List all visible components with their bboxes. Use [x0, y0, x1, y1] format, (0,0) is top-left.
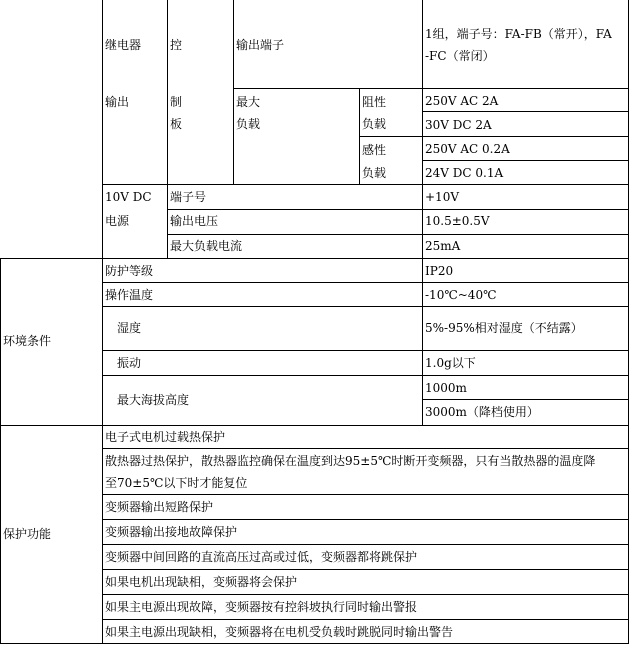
protection-class-label: 防护等级 — [105, 264, 154, 278]
output-terminal-value-line2: -FC（常闭） — [425, 49, 495, 63]
inductive-label-line1: 感性 — [362, 143, 387, 157]
max-load-current-label: 最大负载电流 — [170, 239, 243, 253]
max-load-label-line1: 最大 — [236, 95, 261, 109]
protection-item: 变频器输出接地故障保护 — [105, 525, 238, 539]
vibration-label: 振动 — [117, 356, 142, 370]
row-border — [102, 306, 629, 307]
row-border — [102, 494, 629, 495]
output-voltage-label: 输出电压 — [170, 214, 219, 228]
row-border — [167, 209, 629, 210]
protection-item: 如果电机出现缺相，变频器将会保护 — [105, 575, 298, 589]
terminal-no-value: +10V — [425, 190, 459, 204]
output-terminal-label: 输出端子 — [236, 38, 285, 52]
col-border — [628, 0, 629, 644]
output-terminal-value-line1: 1组，端子号：FA-FB（常开），FA — [425, 27, 612, 41]
relay-label-line1: 继电器 — [105, 38, 142, 52]
inductive-value-1: 250V AC 0.2A — [425, 142, 510, 156]
section-border — [0, 258, 629, 259]
row-border — [102, 350, 629, 351]
vibration-value: 1.0g以下 — [425, 356, 476, 370]
row-border — [102, 594, 629, 595]
relay-label-line2: 输出 — [105, 95, 130, 109]
power10v-label-line1: 10V DC — [105, 190, 152, 204]
row-border — [422, 111, 629, 112]
humidity-label: 湿度 — [117, 321, 142, 335]
row-border — [422, 160, 629, 161]
resistive-value-2: 30V DC 2A — [425, 118, 492, 132]
col-border — [102, 0, 103, 644]
protection-label: 保护功能 — [3, 527, 52, 541]
operating-temp-label: 操作温度 — [105, 288, 154, 302]
control-board-label-line3: 板 — [170, 117, 183, 131]
row-border — [102, 544, 629, 545]
protection-item: 电子式电机过载热保护 — [105, 430, 226, 444]
row-border — [167, 234, 629, 235]
col-border — [359, 88, 360, 184]
protection-item: 如果主电源出现故障，变频器按有控斜坡执行同时输出警报 — [105, 600, 418, 614]
power10v-label-line2: 电源 — [105, 214, 130, 228]
row-border — [102, 619, 629, 620]
altitude-value-1: 1000m — [425, 381, 467, 395]
col-border — [233, 0, 234, 184]
max-load-current-value: 25mA — [425, 239, 461, 253]
section-border — [0, 643, 629, 644]
terminal-no-label: 端子号 — [170, 190, 207, 204]
row-border — [102, 282, 629, 283]
row-border — [102, 519, 629, 520]
protection-item: 至70±5℃以下时才能复位 — [105, 476, 248, 490]
inductive-label-line2: 负载 — [362, 166, 387, 180]
resistive-label-line1: 阻性 — [362, 95, 387, 109]
protection-item: 变频器输出短路保护 — [105, 500, 214, 514]
max-load-label-line2: 负载 — [236, 117, 261, 131]
control-board-label-line1: 控 — [170, 38, 183, 52]
protection-item: 散热器过热保护，散热器监控确保在温度到达95±5℃时断开变频器，只有当散热器的温度降 — [105, 454, 596, 468]
row-border — [102, 569, 629, 570]
row-border — [233, 88, 629, 89]
section-border — [0, 425, 629, 426]
output-voltage-value: 10.5±0.5V — [425, 214, 490, 228]
resistive-label-line2: 负载 — [362, 117, 387, 131]
row-border — [102, 375, 629, 376]
protection-item: 如果主电源出现缺相，变频器将在电机受负载时跳脱同时输出警告 — [105, 625, 454, 639]
altitude-label: 最大海拔高度 — [117, 393, 190, 407]
protection-class-value: IP20 — [425, 264, 454, 278]
operating-temp-value: -10℃~40℃ — [425, 288, 497, 302]
col-border — [167, 0, 168, 258]
control-board-label-line2: 制 — [170, 95, 183, 109]
col-border — [422, 0, 423, 426]
row-border — [422, 399, 629, 400]
humidity-value: 5%-95%相对湿度（不结露） — [425, 321, 583, 335]
resistive-value-1: 250V AC 2A — [425, 94, 499, 108]
altitude-value-2: 3000m（降档使用） — [425, 405, 539, 419]
row-border — [102, 184, 629, 185]
inductive-value-2: 24V DC 0.1A — [425, 166, 504, 180]
col-border — [0, 258, 1, 644]
environment-label: 环境条件 — [3, 334, 52, 348]
row-border — [359, 136, 629, 137]
row-border — [102, 448, 629, 449]
protection-item: 变频器中间回路的直流高压过高或过低，变频器都将跳保护 — [105, 550, 418, 564]
